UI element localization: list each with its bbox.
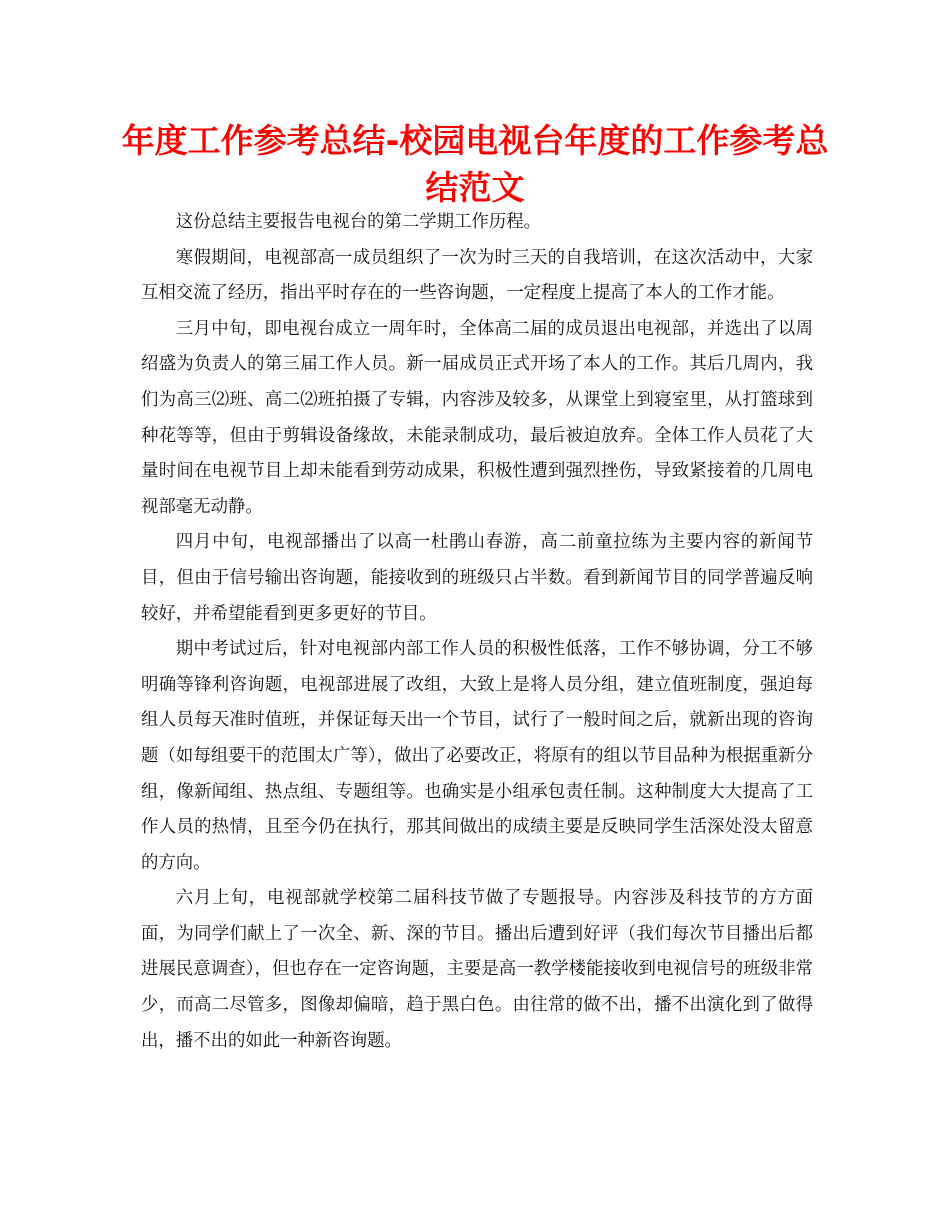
paragraph: 期中考试过后，针对电视部内部工作人员的积极性低落，工作不够协调，分工不够明确等锋利咨询题，电视部进展了改组，大致上是将人员分组，建立值班制度，强迫每组人员每天准时值班，并保证每天出一个节目，试行了一般时间之后，就新出现的咨询题（如每组要干的范围太广等），做出了必要改正，将原有的组以节目品种为根据重新分组，像新闻组、热点组、专题组等。也确实是小组承包责任制。这种制度大大提高了工作人员的热情，且至今仍在执行，那其间做出的成绩主要是反映同学生活深处没太留意的方向。 [141, 639, 813, 873]
document-title: 年度工作参考总结-校园电视台年度的工作参考总结范文 [121, 121, 829, 207]
paragraph: 三月中旬，即电视台成立一周年时，全体高二届的成员退出电视部，并选出了以周绍盛为负责人的第三届工作人员。新一届成员正式开场了本人的工作。其后几周内，我们为高三⑵班、高二⑵班拍摄了专辑，内容涉及较多，从课堂上到寝室里，从打篮球到种花等等，但由于剪辑设备缘故，未能录制成功，最后被迫放弃。全体工作人员花了大量时间在电视节目上却未能看到劳动成果，积极性遭到强烈挫伤，导致紧接着的几周电视部毫无动静。 [141, 318, 813, 517]
document-body [141, 205, 813, 1059]
paragraph: 这份总结主要报告电视台的第二学期工作历程。 [175, 212, 542, 232]
paragraph: 四月中旬，电视部播出了以高一杜鹃山春游，高二前童拉练为主要内容的新闻节目，但由于信号输出咨询题，能接收到的班级只占半数。看到新闻节目的同学普遍反响较好，并希望能看到更多更好的节目。 [141, 532, 813, 624]
paragraph: 寒假期间，电视部高一成员组织了一次为时三天的自我培训，在这次活动中，大家互相交流了经历，指出平时存在的一些咨询题，一定程度上提高了本人的工作才能。 [141, 247, 813, 304]
paragraph: 六月上旬，电视部就学校第二届科技节做了专题报导。内容涉及科技节的方方面面，为同学们献上了一次全、新、深的节目。播出后遭到好评（我们每次节目播出后都进展民意调查），但也存在一定咨询题，主要是高一教学楼能接收到电视信号的班级非常少，而高二尽管多，图像却偏暗，趋于黑白色。由往常的做不出，播不出演化到了做得出，播不出的如此一种新咨询题。 [141, 888, 813, 1051]
